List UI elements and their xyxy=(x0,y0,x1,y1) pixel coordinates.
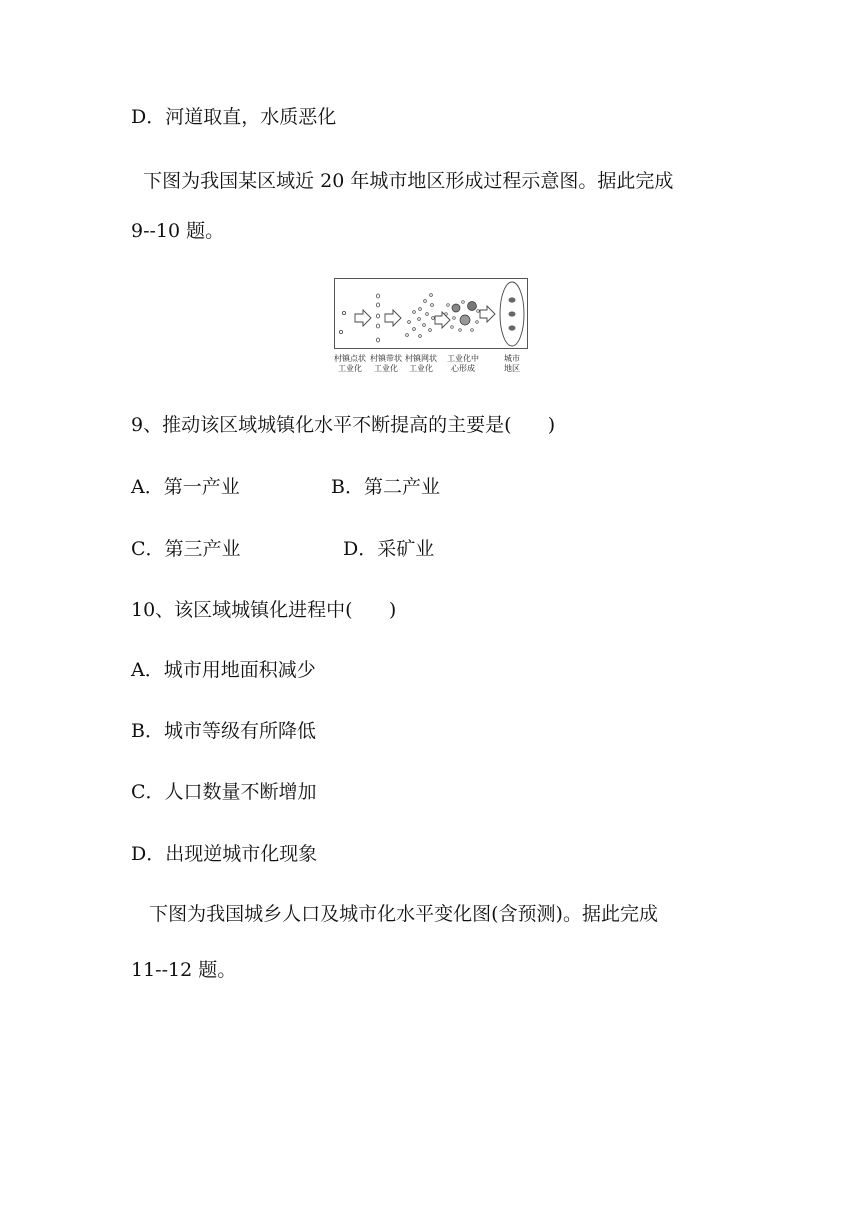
stage-caption-4: 工业化中 心形成 xyxy=(447,354,479,373)
question-10: 10、该区域城镇化进程中( ) xyxy=(131,599,397,621)
option-b-q10: B．城市等级有所降低 xyxy=(131,720,316,742)
option-d-q9: D．采矿业 xyxy=(343,538,435,560)
stage-caption-2: 村镇带状 工业化 xyxy=(370,354,402,373)
question-9: 9、推动该区域城镇化水平不断提高的主要是( ) xyxy=(131,414,556,436)
option-b-q9: B．第二产业 xyxy=(331,476,440,498)
intro-text-q11-12-cont: 11--12 题。 xyxy=(131,959,237,981)
intro-text-q11-12: 下图为我国城乡人口及城市化水平变化图(含预测)。据此完成 xyxy=(131,903,658,925)
option-c-q9: C．第三产业 xyxy=(131,538,241,560)
stage-caption-3: 村镇网状 工业化 xyxy=(405,354,437,373)
intro-text-q9-10-cont: 9--10 题。 xyxy=(131,220,225,242)
option-c-q10: C．人口数量不断增加 xyxy=(131,781,317,803)
option-a-q10: A．城市用地面积减少 xyxy=(131,659,316,681)
option-a-q9: A．第一产业 xyxy=(131,476,240,498)
option-d-q8: D．河道取直，水质恶化 xyxy=(131,106,337,128)
intro-text-q9-10: 下图为我国某区域近 20 年城市地区形成过程示意图。据此完成 xyxy=(131,170,674,192)
stage-caption-5: 城市 地区 xyxy=(504,354,520,373)
option-d-q10: D．出现逆城市化现象 xyxy=(131,843,318,865)
urbanization-process-figure xyxy=(334,278,528,378)
stage-caption-1: 村镇点状 工业化 xyxy=(334,354,366,373)
